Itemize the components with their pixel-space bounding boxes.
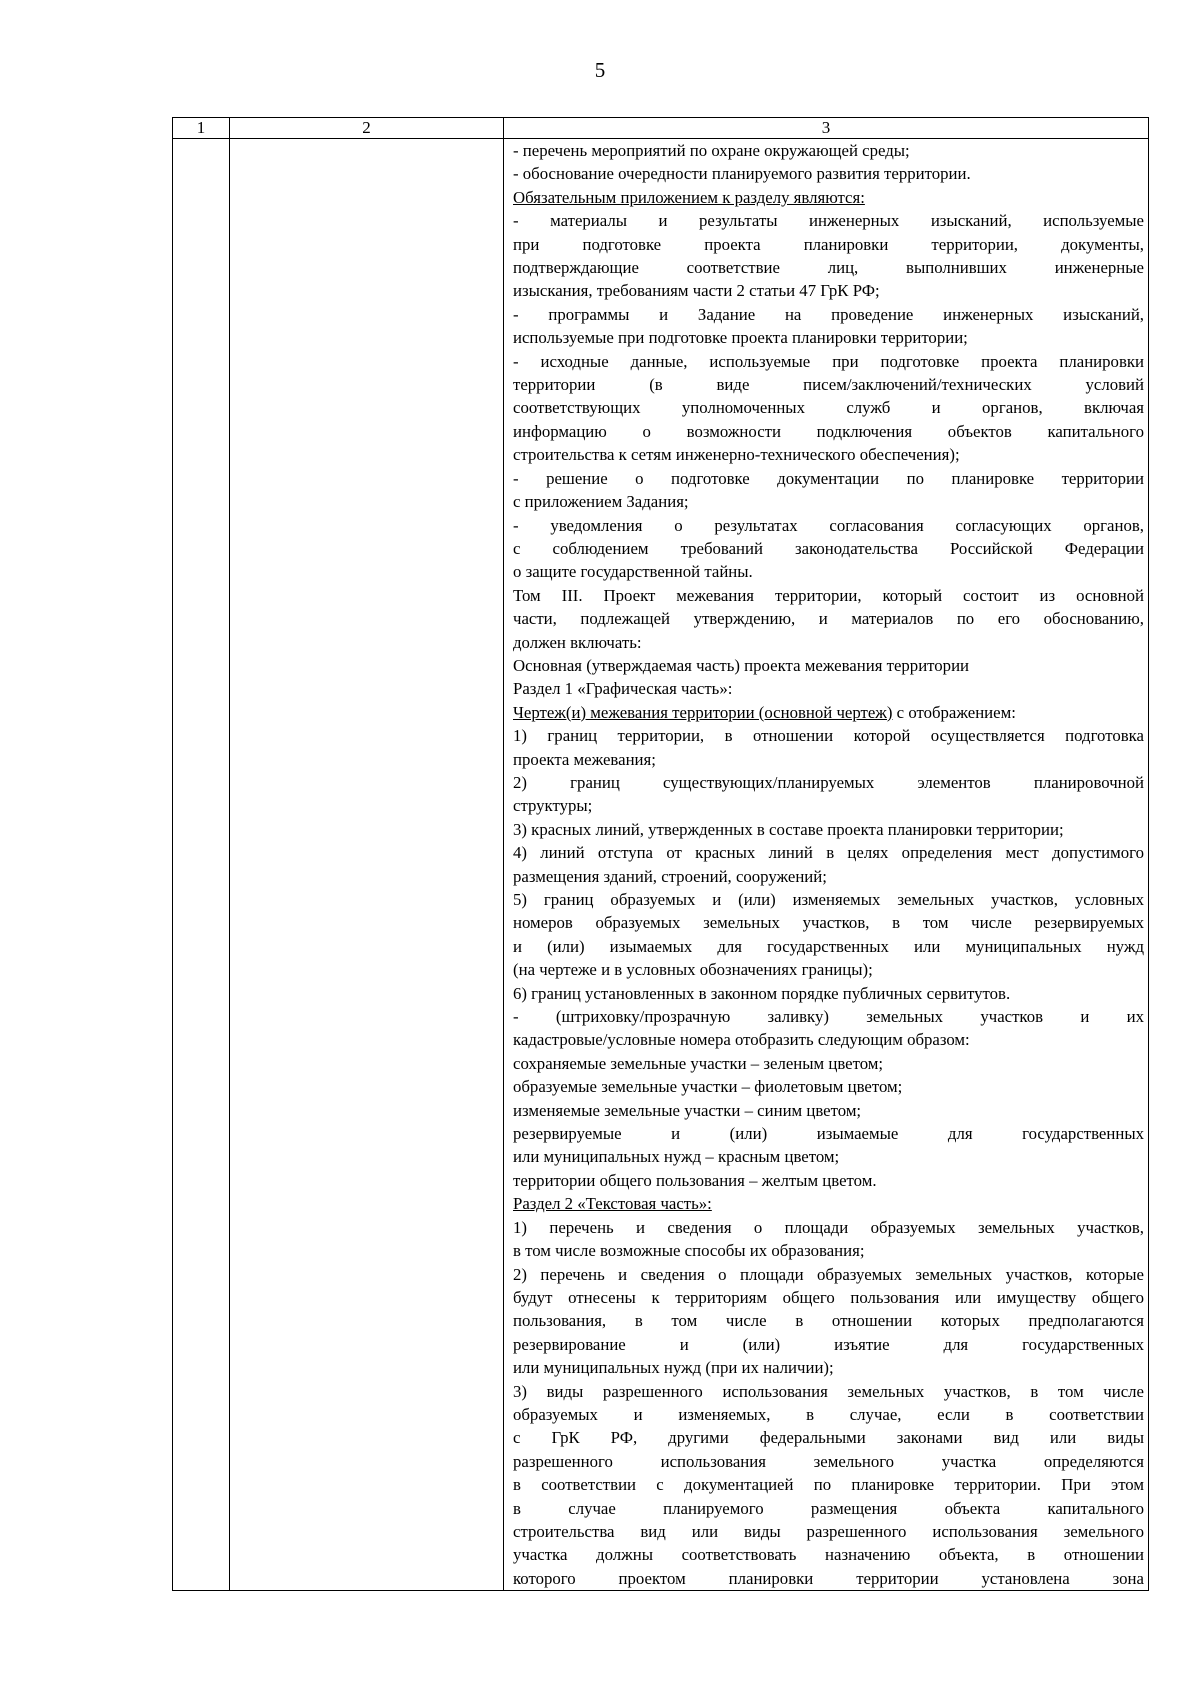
column-header-3: 3 <box>504 118 1149 139</box>
text-line: - решение о подготовке документации по планировке территории <box>513 468 1144 488</box>
text-line: - программы и Задание на проведение инженерных изысканий, <box>513 304 1144 324</box>
text-line: в том числе возможные способы их образования; <box>513 1241 865 1261</box>
text-line: строительства вид или виды разрешенного использования земельного <box>513 1521 1144 1541</box>
text-line: соответствующих уполномоченных служб и органов, включая <box>513 398 1144 418</box>
text-line: - материалы и результаты инженерных изысканий, используемые <box>513 211 1144 231</box>
text-line: разрешенного использования земельного участка определяются <box>513 1451 1144 1471</box>
text-line: - (штриховку/прозрачную заливку) земельных участков и их <box>513 1007 1144 1027</box>
text-line: при подготовке проекта планировки территории, документы, <box>513 234 1144 254</box>
text-line: или муниципальных нужд – красным цветом; <box>513 1147 840 1167</box>
text-line: с соблюдением требований законодательства Российской Федерации <box>513 538 1144 558</box>
text-line: - обоснование очередности планируемого развития территории. <box>513 164 971 184</box>
text-line: территории (в виде писем/заключений/технических условий <box>513 375 1144 395</box>
text-line: о защите государственной тайны. <box>513 562 753 582</box>
text-line: строительства к сетям инженерно-технического обеспечения); <box>513 445 960 465</box>
text-line: - уведомления о результатах согласования согласующих органов, <box>513 515 1144 535</box>
underlined-text: Чертеж(и) межевания территории (основной чертеж) <box>513 702 893 722</box>
text-line: которого проектом планировки территории установлена зона <box>513 1568 1144 1588</box>
page-number: 5 <box>594 58 606 82</box>
cell-column-3-text <box>504 139 1149 1591</box>
text-line: изменяемые земельные участки – синим цветом; <box>513 1100 862 1120</box>
text-line: части, подлежащей утверждению, и материалов по его обоснованию, <box>513 609 1144 629</box>
text-line: проекта межевания; <box>513 749 656 769</box>
text-line: 4) линий отступа от красных линий в целях определения мест допустимого <box>513 843 1144 863</box>
table-header-row <box>173 118 1149 139</box>
text-line: или муниципальных нужд (при их наличии); <box>513 1358 834 1378</box>
text-line: номеров образуемых земельных участков, в том числе резервируемых <box>513 913 1144 933</box>
requirements-table <box>172 117 1149 1591</box>
text-line: должен включать: <box>513 632 642 652</box>
text-line: Раздел 1 «Графическая часть»: <box>513 679 733 699</box>
text-line: сохраняемые земельные участки – зеленым цветом; <box>513 1053 884 1073</box>
text-line: структуры; <box>513 796 593 816</box>
text-line: Обязательным приложением к разделу являются: <box>513 187 865 207</box>
text-line: в случае планируемого размещения объекта капитального <box>513 1498 1144 1518</box>
text-line: с приложением Задания; <box>513 492 689 512</box>
text-line: - исходные данные, используемые при подготовке проекта планировки <box>513 351 1144 371</box>
cell-column-2 <box>230 139 504 1591</box>
text-line: 1) перечень и сведения о площади образуемых земельных участков, <box>513 1217 1144 1237</box>
text-line: территории общего пользования – желтым цветом. <box>513 1170 877 1190</box>
text-line: резервируемые и (или) изымаемые для государственных <box>513 1124 1144 1144</box>
text-line: 2) границ существующих/планируемых элементов планировочной <box>513 772 1144 792</box>
text-line: 3) виды разрешенного использования земельных участков, в том числе <box>513 1381 1144 1401</box>
text-line: и (или) изымаемых для государственных или муниципальных нужд <box>513 936 1144 956</box>
text-line: информацию о возможности подключения объектов капитального <box>513 421 1144 441</box>
text-line: Основная (утверждаемая часть) проекта межевания территории <box>513 655 970 675</box>
text-line: в соответствии с документацией по планировке территории. При этом <box>513 1475 1144 1495</box>
text-line: (на чертеже и в условных обозначениях границы); <box>513 960 873 980</box>
text-line: образуемые земельные участки – фиолетовым цветом; <box>513 1077 903 1097</box>
text-line: - перечень мероприятий по охране окружающей среды; <box>513 141 910 160</box>
text-line: 6) границ установленных в законном порядке публичных сервитутов. <box>513 983 1011 1003</box>
text-line: Том III. Проект межевания территории, который состоит из основной <box>513 585 1144 605</box>
table-row <box>173 139 1149 1591</box>
text-line: участка должны соответствовать назначению объекта, в отношении <box>513 1545 1144 1565</box>
text-line: используемые при подготовке проекта планировки территории; <box>513 328 968 348</box>
plain-text: с отображением: <box>892 702 1016 722</box>
text-line: размещения зданий, строений, сооружений; <box>513 866 827 886</box>
text-line: Раздел 2 «Текстовая часть»: <box>513 1194 712 1214</box>
text-line: подтверждающие соответствие лиц, выполнивших инженерные <box>513 258 1144 278</box>
text-line: 1) границ территории, в отношении которой осуществляется подготовка <box>513 726 1144 746</box>
text-line: 2) перечень и сведения о площади образуемых земельных участков, которые <box>513 1264 1144 1284</box>
text-line: изыскания, требованиям части 2 статьи 47 ГрК РФ; <box>513 281 880 301</box>
text-line: резервирование и (или) изъятие для государственных <box>513 1334 1144 1354</box>
text-line: 3) красных линий, утвержденных в составе проекта планировки территории; <box>513 819 1064 839</box>
text-line: будут отнесены к территориям общего пользования или имуществу общего <box>513 1287 1144 1307</box>
column-header-1: 1 <box>173 118 230 139</box>
text-line <box>513 701 1144 724</box>
cell-column-1 <box>173 139 230 1591</box>
text-line: с ГрК РФ, другими федеральными законами вид или виды <box>513 1428 1144 1448</box>
text-line: пользования, в том числе в отношении которых предполагаются <box>513 1311 1144 1331</box>
column-header-2: 2 <box>230 118 504 139</box>
text-line: кадастровые/условные номера отобразить следующим образом: <box>513 1030 970 1050</box>
text-line: образуемых и изменяемых, в случае, если в соответствии <box>513 1404 1144 1424</box>
text-line: 5) границ образуемых и (или) изменяемых земельных участков, условных <box>513 890 1144 909</box>
